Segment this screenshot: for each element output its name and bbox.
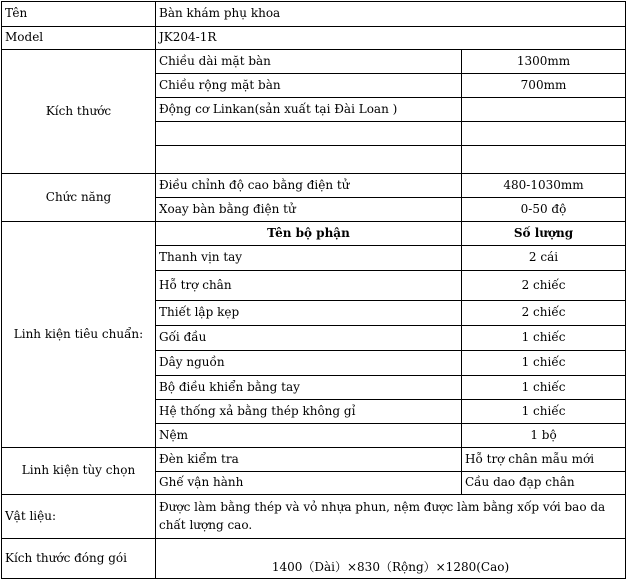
size-row-value — [462, 98, 626, 122]
standard-row-name: Hỗ trợ chân — [156, 271, 462, 301]
size-row-name: Chiều rộng mặt bàn — [156, 74, 462, 98]
standard-row-name: Dây nguồn — [156, 351, 462, 376]
table-row — [2, 222, 626, 246]
standard-label: Linh kiện tiêu chuẩn: — [2, 222, 156, 448]
table-row — [2, 448, 626, 472]
optional-row-name: Ghế vận hành — [156, 472, 462, 495]
packing-label: Kích thước đóng gói — [2, 539, 156, 579]
empty-cell — [156, 122, 462, 146]
model-value: JK204-1R — [156, 27, 626, 50]
standard-row-name: Thanh vịn tay — [156, 246, 462, 271]
standard-row-value: 2 cái — [462, 246, 626, 271]
function-row-value: 480-1030mm — [462, 174, 626, 198]
size-label: Kích thước — [2, 50, 156, 174]
optional-row-value: Hỗ trợ chân mẫu mới — [462, 448, 626, 472]
size-row-value: 1300mm — [462, 50, 626, 74]
standard-row-value: 2 chiếc — [462, 301, 626, 326]
standard-header-qty: Số lượng — [462, 222, 626, 246]
table-row — [2, 495, 626, 539]
standard-row-name: Bộ điều khiển bằng tay — [156, 376, 462, 400]
optional-row-name: Đèn kiểm tra — [156, 448, 462, 472]
table-row — [2, 27, 626, 50]
function-row-name: Xoay bàn bằng điện tử — [156, 198, 462, 222]
standard-row-value: 1 bộ — [462, 424, 626, 448]
standard-row-name: Hệ thống xả bằng thép không gỉ — [156, 400, 462, 424]
material-value: Được làm bằng thép và vỏ nhựa phun, nệm được làm bằng xốp với bao da chất lượng cao. — [156, 495, 626, 539]
standard-row-value: 1 chiếc — [462, 400, 626, 424]
standard-row-name: Thiết lập kẹp — [156, 301, 462, 326]
table-row — [2, 174, 626, 198]
size-row-value: 700mm — [462, 74, 626, 98]
standard-row-name: Nệm — [156, 424, 462, 448]
empty-cell — [462, 146, 626, 174]
standard-row-value: 1 chiếc — [462, 326, 626, 351]
optional-row-value: Cầu dao đạp chân — [462, 472, 626, 495]
standard-row-value: 1 chiếc — [462, 351, 626, 376]
model-label: Model — [2, 27, 156, 50]
empty-cell — [156, 146, 462, 174]
optional-label: Linh kiện tùy chọn — [2, 448, 156, 495]
material-label: Vật liệu: — [2, 495, 156, 539]
function-row-name: Điều chỉnh độ cao bằng điện tử — [156, 174, 462, 198]
standard-header-part: Tên bộ phận — [156, 222, 462, 246]
packing-value: 1400（Dài）×830（Rộng）×1280(Cao) — [156, 539, 626, 579]
standard-row-name: Gối đầu — [156, 326, 462, 351]
function-row-value: 0-50 độ — [462, 198, 626, 222]
function-label: Chức năng — [2, 174, 156, 222]
name-label: Tên — [2, 2, 156, 27]
size-row-name: Chiều dài mặt bàn — [156, 50, 462, 74]
standard-row-value: 2 chiếc — [462, 271, 626, 301]
table-row — [2, 50, 626, 74]
name-value: Bàn khám phụ khoa — [156, 2, 626, 27]
standard-row-value: 1 chiếc — [462, 376, 626, 400]
table-row — [2, 2, 626, 27]
spec-table — [1, 1, 626, 579]
size-row-name: Động cơ Linkan(sản xuất tại Đài Loan ) — [156, 98, 462, 122]
empty-cell — [462, 122, 626, 146]
table-row — [2, 539, 626, 579]
